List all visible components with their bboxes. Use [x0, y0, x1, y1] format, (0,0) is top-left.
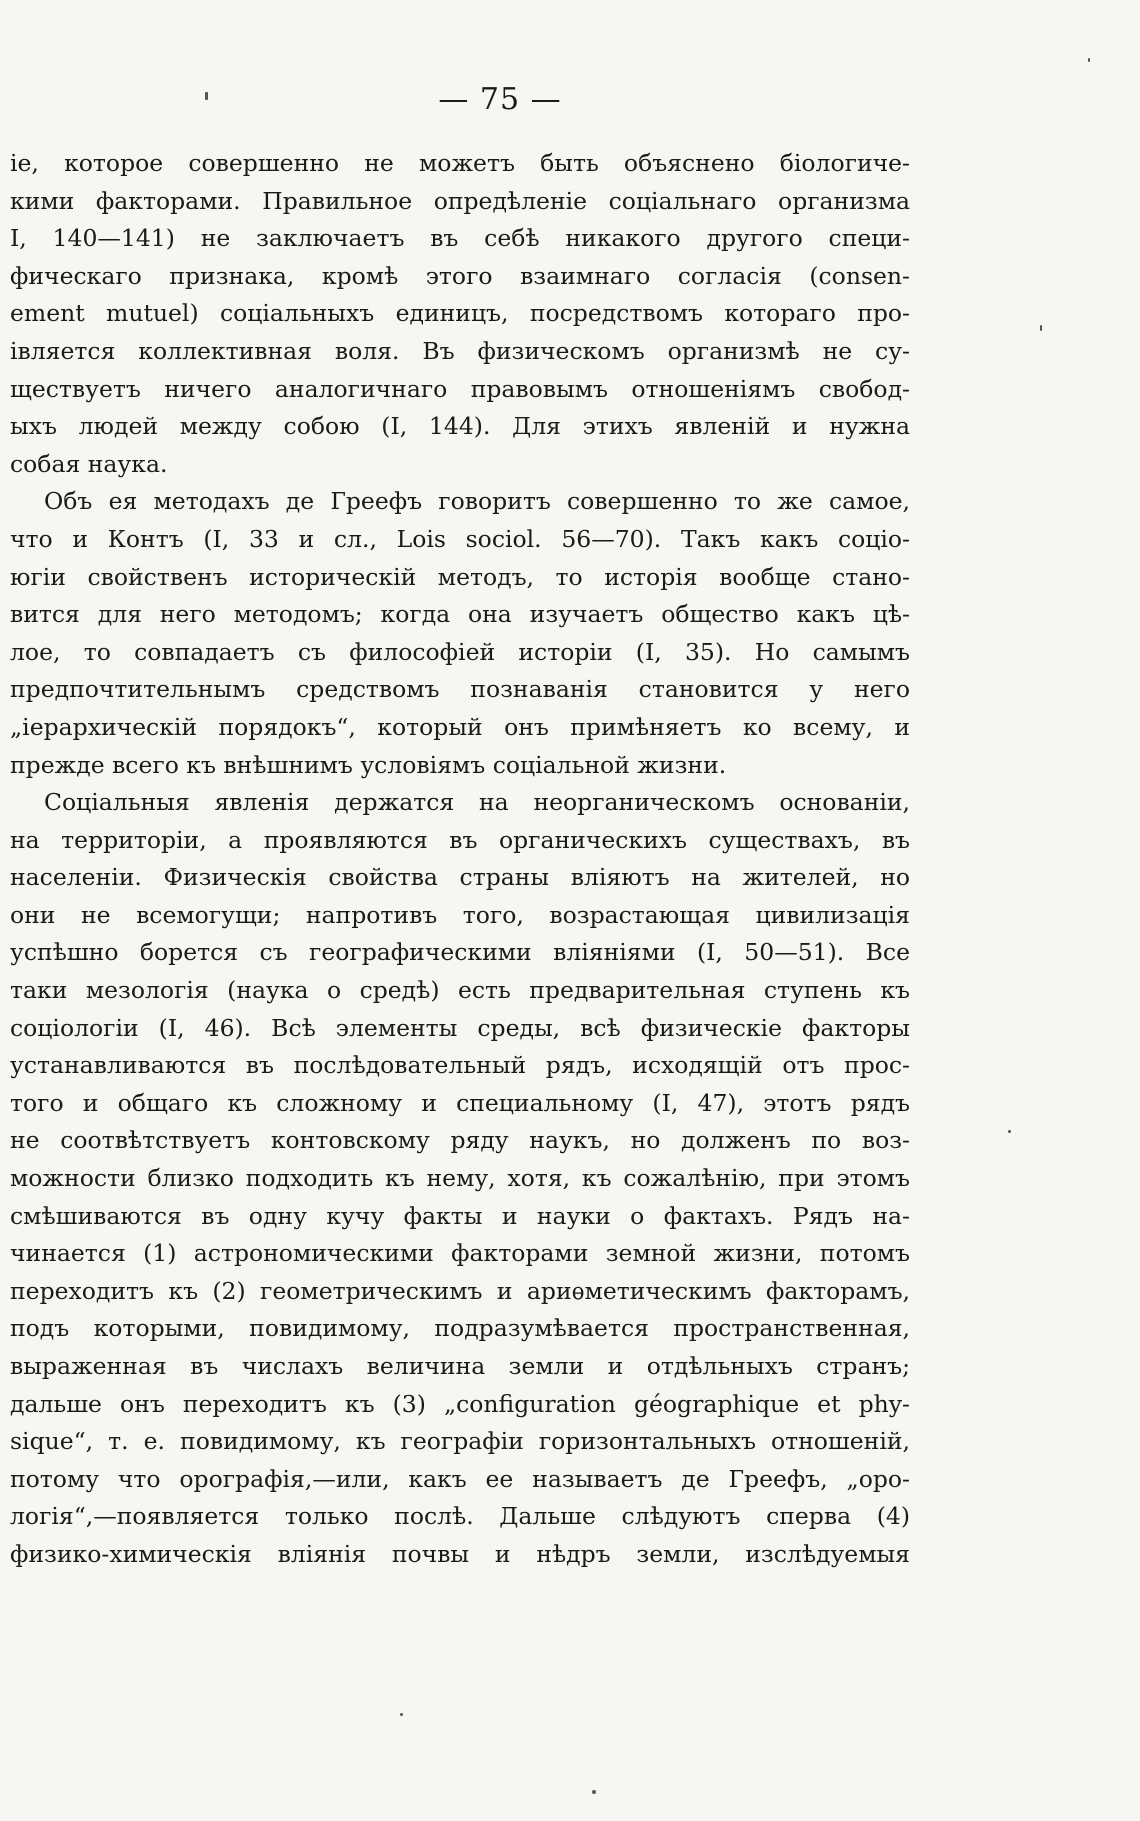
text-line: переходитъ къ (2) геометрическимъ и ариѳметическимъ факторамъ,	[10, 1276, 910, 1305]
text-line: подъ которыми, повидимому, подразумѣвается пространственная,	[10, 1314, 910, 1343]
text-line: того и общаго къ сложному и специальному (I, 47), этотъ рядъ	[10, 1088, 910, 1117]
text-line: физико-химическія вліянія почвы и нѣдръ земли, изслѣдуемыя	[10, 1539, 910, 1568]
text-line: успѣшно борется съ географическими вліяніями (I, 50—51). Все	[10, 938, 910, 967]
scan-speck	[592, 1790, 596, 1794]
text-line: фическаго признака, кромѣ этого взаимнаго согласія (consen-	[10, 261, 910, 290]
text-line: кими факторами. Правильное опредѣленіе соціальнаго организма	[10, 186, 910, 215]
text-line: логія“,—появляется только послѣ. Дальше слѣдуютъ сперва (4)	[10, 1502, 910, 1531]
text-line: лое, то совпадаетъ съ философіей исторіи (I, 35). Но самымъ	[10, 637, 910, 666]
text-line: устанавливаются въ послѣдовательный рядъ, исходящій отъ прос-	[10, 1051, 910, 1080]
text-line: дальше онъ переходитъ къ (3) „configuration géographique et phy-	[10, 1389, 910, 1418]
text-line: івляется коллективная воля. Въ физическомъ организмѣ не су-	[10, 336, 910, 365]
scan-speck	[1040, 325, 1042, 331]
text-line: они не всемогущи; напротивъ того, возрастающая цивилизація	[10, 900, 910, 929]
text-line: предпочтительнымъ средствомъ познаванія становится у него	[10, 675, 910, 704]
page-number: — 75 —	[438, 82, 562, 117]
text-line: I, 140—141) не заключаетъ въ себѣ никакого другого специ-	[10, 224, 910, 253]
text-line: собая наука.	[10, 449, 168, 478]
text-line: соціологіи (I, 46). Всѣ элементы среды, всѣ физическіе факторы	[10, 1013, 910, 1042]
text-line: ie, которое совершенно не можетъ быть объяснено біологиче-	[10, 149, 910, 177]
body-text	[10, 145, 910, 1574]
text-line: выраженная въ числахъ величина земли и отдѣльныхъ странъ;	[10, 1352, 910, 1380]
text-line: югіи свойственъ историческій методъ, то исторія вообще стано-	[10, 562, 910, 591]
text-line: вится для него методомъ; когда она изучаетъ общество какъ цѣ-	[10, 600, 910, 629]
text-line: населеніи. Физическія свойства страны вліяютъ на жителей, но	[10, 863, 910, 892]
scan-speck	[205, 92, 208, 100]
paragraph-first-line: Объ ея методахъ де Греефъ говоритъ совершенно то же самое,	[44, 487, 910, 516]
scan-speck	[1008, 1130, 1011, 1133]
scan-speck	[1088, 58, 1090, 62]
text-line: чинается (1) астрономическими факторами земной жизни, потомъ	[10, 1239, 910, 1268]
text-line: можности близко подходить къ нему, хотя, къ сожалѣнію, при этомъ	[10, 1164, 910, 1193]
text-line: таки мезологія (наука о средѣ) есть предварительная ступень къ	[10, 976, 910, 1005]
text-line: sique“, т. е. повидимому, къ географіи горизонтальныхъ отношеній,	[10, 1427, 910, 1456]
text-line: что и Контъ (I, 33 и сл., Lois sociol. 56—70). Такъ какъ соціо-	[10, 524, 910, 553]
scan-speck	[400, 1713, 403, 1716]
paragraph-first-line: Соціальныя явленія держатся на неорганическомъ основаніи,	[44, 788, 910, 817]
text-line: ement mutuel) соціальныхъ единицъ, посредствомъ котораго про-	[10, 299, 910, 328]
text-line: ществуетъ ничего аналогичнаго правовымъ отношеніямъ свобод-	[10, 374, 910, 403]
text-line: „іерархическій порядокъ“, который онъ примѣняетъ ко всему, и	[10, 712, 910, 741]
text-line: прежде всего къ внѣшнимъ условіямъ соціальной жизни.	[10, 750, 727, 779]
text-line: потому что орографія,—или, какъ ее называетъ де Греефъ, „оро-	[10, 1464, 910, 1493]
text-line: не соотвѣтствуетъ контовскому ряду наукъ, но долженъ по воз-	[10, 1126, 910, 1155]
text-line: на территоріи, а проявляются въ органическихъ существахъ, въ	[10, 825, 910, 854]
text-line: ыхъ людей между собою (I, 144). Для этихъ явленій и нужна	[10, 412, 910, 441]
text-line: смѣшиваются въ одну кучу факты и науки о фактахъ. Рядъ на-	[10, 1201, 910, 1230]
